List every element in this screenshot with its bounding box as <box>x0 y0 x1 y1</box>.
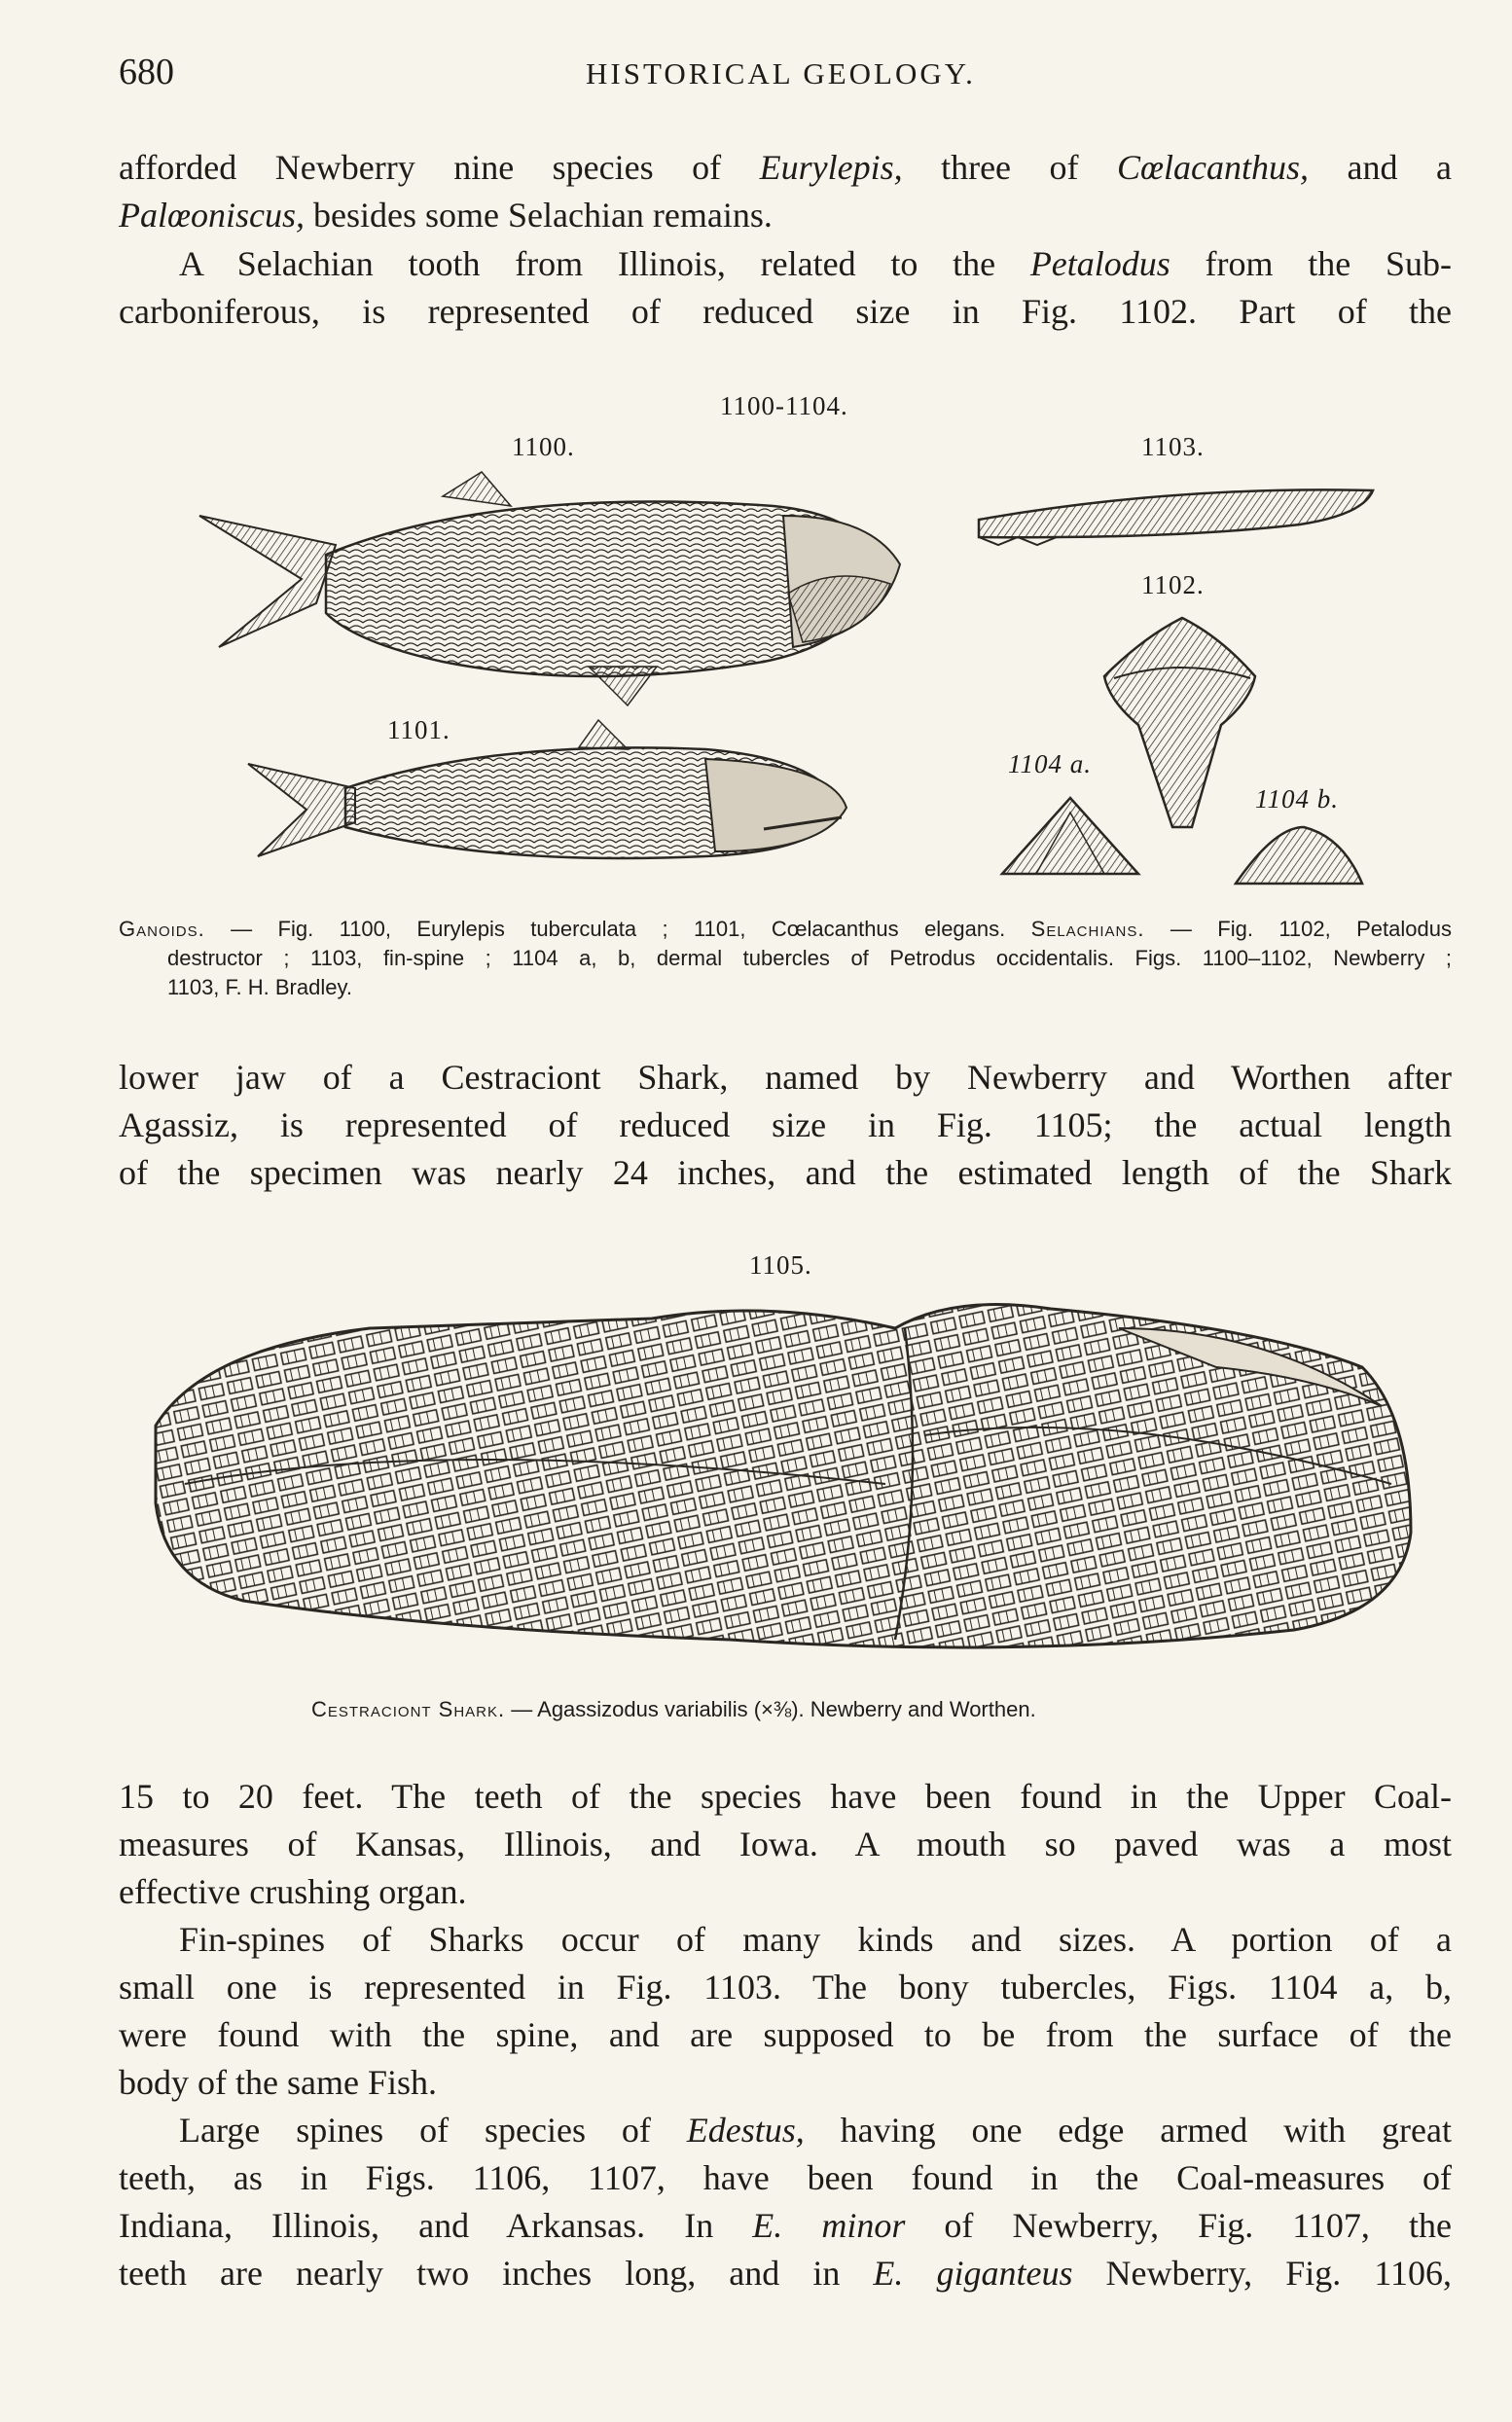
text-line: lower jaw of a Cestraciont Shark, named by Newberry and Worthen after <box>119 1058 1452 1097</box>
text-line: teeth, as in Figs. 1106, 1107, have been found in the Coal-measures of <box>119 2158 1452 2197</box>
page-number: 680 <box>119 52 174 92</box>
fig-1101-coelacanthus-fish <box>248 720 851 886</box>
text-line: 15 to 20 feet. The teeth of the species have been found in the Upper Coal- <box>119 1777 1452 1816</box>
paragraph-3 <box>119 1054 1452 1197</box>
figure-label-1103: 1103. <box>1141 432 1205 461</box>
paragraph-5 <box>119 1916 1452 2107</box>
caption-line: destructor ; 1103, fin-spine ; 1104 a, b, dermal tubercles of Petrodus occidentalis. Figs. 1100–1102, Newberry ; <box>167 946 1452 970</box>
text-line: Large spines of species of Edestus, having one edge armed with great <box>179 2111 1452 2150</box>
figure-label-1101: 1101. <box>387 715 450 744</box>
text-line: Agassiz, is represented of reduced size in Fig. 1105; the actual length <box>119 1105 1452 1144</box>
text-line: Palœoniscus, besides some Selachian remains. <box>119 196 773 235</box>
text-line: small one is represented in Fig. 1103. The bony tubercles, Figs. 1104 a, b, <box>119 1968 1452 2006</box>
fig-1104b-tubercle <box>1236 827 1362 886</box>
paragraph-1 <box>119 144 1452 239</box>
fig-1104a-tubercle <box>1002 798 1138 876</box>
paragraph-6 <box>119 2107 1452 2297</box>
text-line: measures of Kansas, Illinois, and Iowa. A mouth so paved was a most <box>119 1825 1452 1863</box>
figure-caption-1105: Cestraciont Shark. — Agassizodus variabilis (×⅜). Newberry and Worthen. <box>311 1697 1036 1721</box>
text-line: carboniferous, is represented of reduced size in Fig. 1102. Part of the <box>119 292 1452 331</box>
fig-1105-cestraciont-jaw <box>146 1289 1421 1659</box>
text-line: were found with the spine, and are supposed to be from the surface of the <box>119 2015 1452 2054</box>
figure-label-1104a: 1104 a. <box>1008 749 1092 778</box>
caption-line: 1103, F. H. Bradley. <box>167 975 352 999</box>
figure-label-1100: 1100. <box>512 432 575 461</box>
text-line: effective crushing organ. <box>119 1872 467 1911</box>
running-head: HISTORICAL GEOLOGY. <box>586 56 976 90</box>
text-line: teeth are nearly two inches long, and in E. giganteus Newberry, Fig. 1106, <box>119 2254 1452 2293</box>
figure-label-1104b: 1104 b. <box>1255 784 1339 813</box>
text-line: Indiana, Illinois, and Arkansas. In E. minor of Newberry, Fig. 1107, the <box>119 2206 1452 2245</box>
figure-caption-1100-1104 <box>119 915 1452 1002</box>
text-line: afforded Newberry nine species of Eurylepis, three of Cœlacanthus, and a <box>119 148 1452 187</box>
text-line: Fin-spines of Sharks occur of many kinds and sizes. A portion of a <box>179 1920 1452 1959</box>
figure-group-label: 1100-1104. <box>720 391 848 420</box>
figure-label-1105: 1105. <box>749 1250 812 1280</box>
fig-1103-fin-spine <box>979 481 1378 549</box>
fig-1100-eurylepis-fish <box>199 477 910 710</box>
caption-line: Ganoids. — Fig. 1100, Eurylepis tuberculata ; 1101, Cœlacanthus elegans. Selachians. — Fig. 1102, Petalodus <box>119 917 1452 941</box>
text-line: body of the same Fish. <box>119 2063 437 2102</box>
paragraph-2 <box>119 240 1452 336</box>
figure-label-1102: 1102. <box>1141 570 1205 599</box>
paragraph-4 <box>119 1773 1452 1916</box>
text-line: A Selachian tooth from Illinois, related to the Petalodus from the Sub- <box>179 244 1452 283</box>
text-line: of the specimen was nearly 24 inches, and the estimated length of the Shark <box>119 1153 1452 1192</box>
page-header <box>119 51 1452 109</box>
